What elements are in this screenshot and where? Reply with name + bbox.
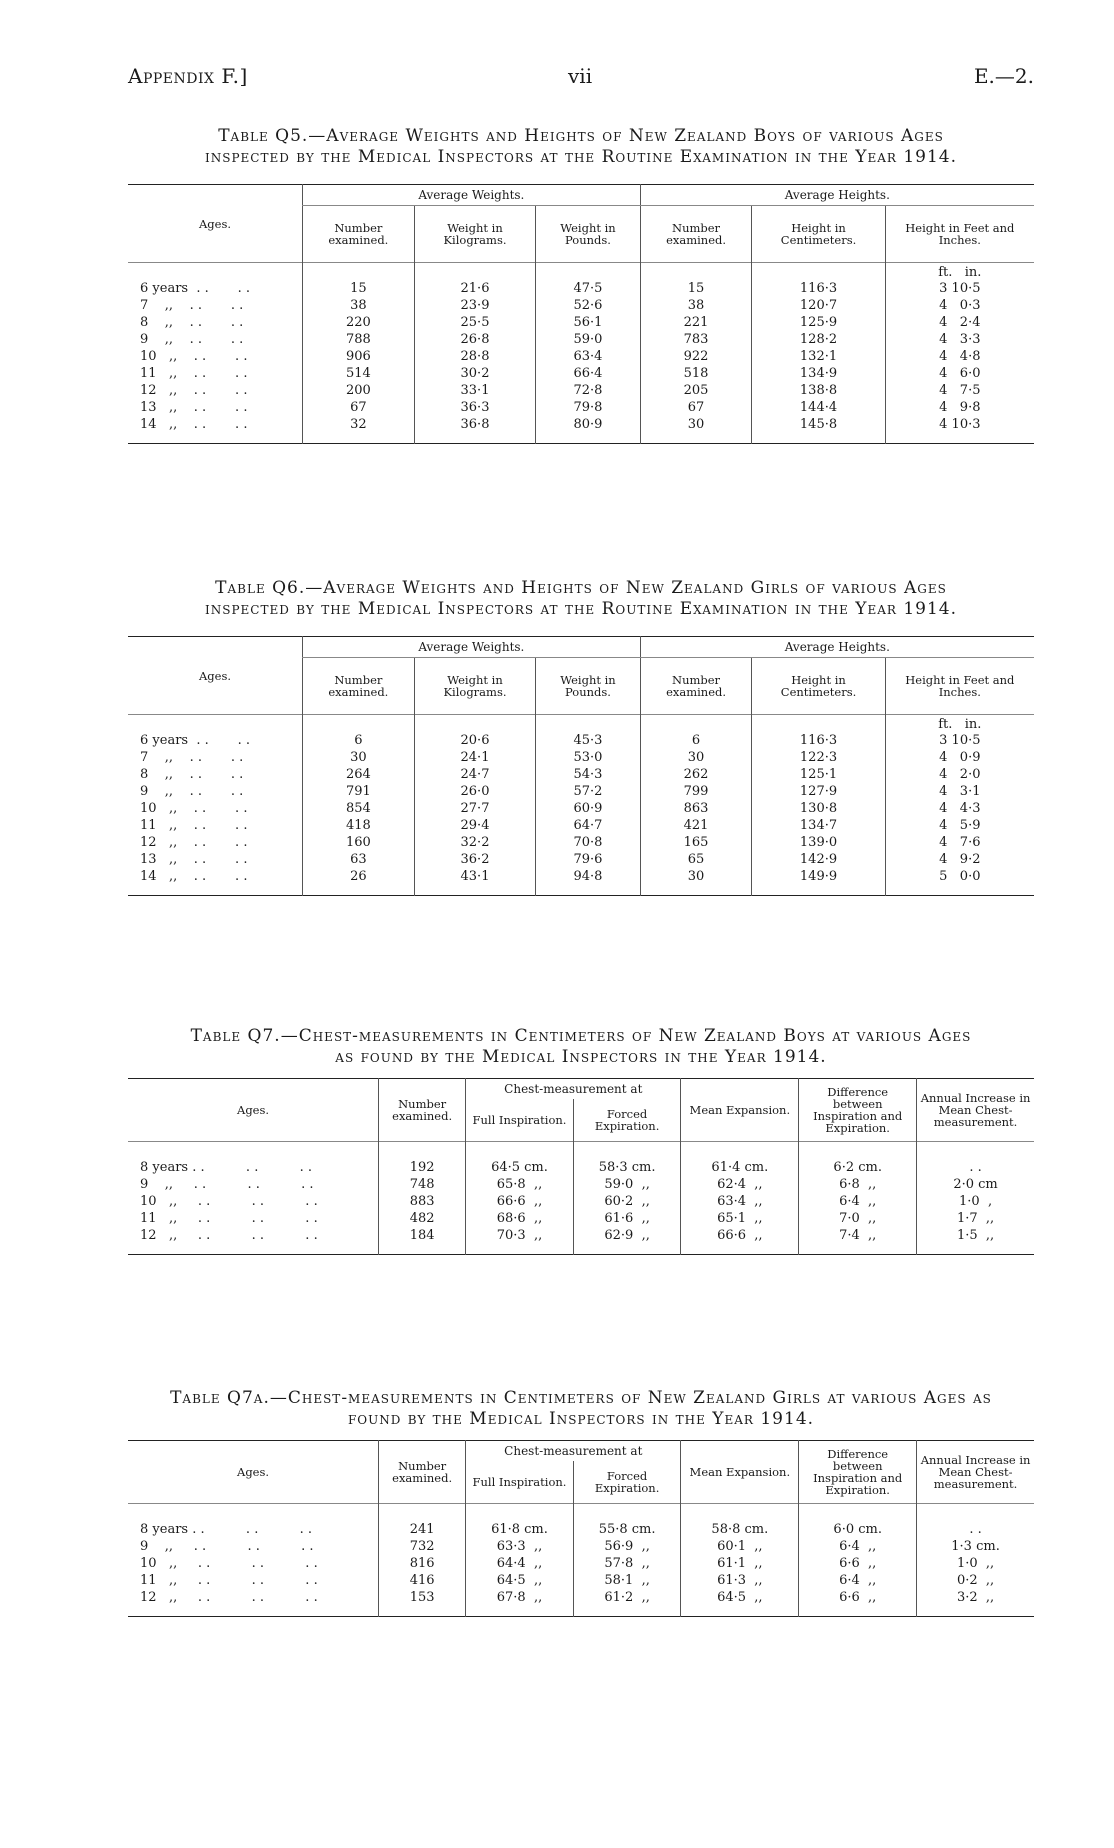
table-row bbox=[128, 297, 1034, 314]
q7a-title bbox=[128, 1388, 1034, 1430]
q5-col-number-h: Number examined. bbox=[640, 206, 752, 263]
row-mean-expansion: 60·1 ,, bbox=[681, 1538, 799, 1555]
q7-table bbox=[128, 1078, 1034, 1255]
row-number-measured: 922 bbox=[640, 348, 752, 365]
table-row bbox=[128, 1589, 1034, 1606]
row-height-ftin: 4 7·5 bbox=[885, 382, 1034, 399]
row-forced-expiration: 56·9 ,, bbox=[573, 1538, 681, 1555]
row-difference: 7·4 ,, bbox=[799, 1227, 917, 1244]
row-height-cm: 127·9 bbox=[752, 783, 885, 800]
row-forced-expiration: 61·2 ,, bbox=[573, 1589, 681, 1606]
table-row bbox=[128, 365, 1034, 382]
q6-group-weights: Average Weights. bbox=[303, 637, 641, 658]
table-row bbox=[128, 1555, 1034, 1572]
row-number-weighed: 854 bbox=[303, 800, 415, 817]
q6-col-cm: Height in Centimeters. bbox=[752, 658, 885, 715]
q5-title-line1: Table Q5.—Average Weights and Heights of New Zealand Boys of various Ages bbox=[218, 126, 944, 146]
q7a-title-line2: found by the Medical Inspectors in the Year 1914. bbox=[347, 1409, 815, 1429]
q5-table bbox=[128, 184, 1034, 444]
q7-title-line2: as found by the Medical Inspectors in the Year 1914. bbox=[335, 1047, 827, 1067]
row-number-measured: 165 bbox=[640, 834, 752, 851]
row-age: 12 ,, . . . . bbox=[140, 383, 248, 398]
table-row bbox=[128, 851, 1034, 868]
q7a-group-chest: Chest-measurement at bbox=[466, 1441, 681, 1462]
row-mean-expansion: 66·6 ,, bbox=[681, 1227, 799, 1244]
table-row bbox=[128, 1176, 1034, 1193]
row-weight-lb: 52·6 bbox=[536, 297, 640, 314]
row-age: 9 ,, . . . . bbox=[140, 784, 244, 799]
row-annual-increase: 2·0 cm bbox=[917, 1176, 1034, 1193]
row-weight-kg: 24·1 bbox=[414, 749, 536, 766]
row-age: 11 ,, . . . . . . bbox=[140, 1211, 318, 1226]
row-age: 12 ,, . . . . . . bbox=[140, 1590, 318, 1605]
row-number-measured: 863 bbox=[640, 800, 752, 817]
table-row bbox=[128, 1538, 1034, 1555]
table-row bbox=[128, 399, 1034, 416]
row-weight-kg: 26·8 bbox=[414, 331, 536, 348]
row-weight-lb: 57·2 bbox=[536, 783, 640, 800]
row-weight-kg: 36·3 bbox=[414, 399, 536, 416]
row-mean-expansion: 61·4 cm. bbox=[681, 1159, 799, 1176]
row-annual-increase: . . bbox=[917, 1521, 1034, 1538]
table-row bbox=[128, 348, 1034, 365]
row-number-examined: 732 bbox=[379, 1538, 466, 1555]
row-number-weighed: 906 bbox=[303, 348, 415, 365]
table-row bbox=[128, 783, 1034, 800]
row-number-weighed: 32 bbox=[303, 416, 415, 433]
document-code: E.—2. bbox=[973, 64, 1034, 88]
q5-col-number-w: Number examined. bbox=[303, 206, 415, 263]
row-number-examined: 748 bbox=[379, 1176, 466, 1193]
row-difference: 6·6 ,, bbox=[799, 1589, 917, 1606]
q7a-col-diff: Difference between Inspiration and Expiration. bbox=[799, 1441, 917, 1504]
q7a-col-annual: Annual Increase in Mean Chest-measurement. bbox=[917, 1441, 1034, 1504]
row-weight-kg: 23·9 bbox=[414, 297, 536, 314]
row-difference: 6·4 ,, bbox=[799, 1193, 917, 1210]
row-mean-expansion: 61·3 ,, bbox=[681, 1572, 799, 1589]
row-number-measured: 6 bbox=[640, 732, 752, 749]
q7a-table bbox=[128, 1440, 1034, 1617]
row-height-ftin: 4 9·8 bbox=[885, 399, 1034, 416]
q5-col-lb: Weight in Pounds. bbox=[536, 206, 640, 263]
row-number-weighed: 220 bbox=[303, 314, 415, 331]
row-age: 8 years . . . . . . bbox=[140, 1160, 313, 1175]
row-weight-lb: 53·0 bbox=[536, 749, 640, 766]
table-row bbox=[128, 1159, 1034, 1176]
row-annual-increase: 1·7 ,, bbox=[917, 1210, 1034, 1227]
row-number-measured: 65 bbox=[640, 851, 752, 868]
row-height-ftin: 4 2·0 bbox=[885, 766, 1034, 783]
row-weight-lb: 45·3 bbox=[536, 732, 640, 749]
appendix-label: Appendix F.] bbox=[128, 64, 248, 88]
row-weight-kg: 32·2 bbox=[414, 834, 536, 851]
q5-col-ages: Ages. bbox=[198, 216, 232, 231]
table-row bbox=[128, 800, 1034, 817]
q7-group-chest: Chest-measurement at bbox=[466, 1079, 681, 1100]
row-weight-kg: 43·1 bbox=[414, 868, 536, 885]
row-number-weighed: 67 bbox=[303, 399, 415, 416]
row-forced-expiration: 58·3 cm. bbox=[573, 1159, 681, 1176]
q6-col-number-h: Number examined. bbox=[640, 658, 752, 715]
row-number-weighed: 30 bbox=[303, 749, 415, 766]
row-number-examined: 153 bbox=[379, 1589, 466, 1606]
row-weight-kg: 24·7 bbox=[414, 766, 536, 783]
row-age: 7 ,, . . . . bbox=[140, 750, 244, 765]
row-full-inspiration: 61·8 cm. bbox=[466, 1521, 574, 1538]
table-row bbox=[128, 868, 1034, 885]
table-row bbox=[128, 1210, 1034, 1227]
q6-title-line1: Table Q6.—Average Weights and Heights of New Zealand Girls of various Ages bbox=[215, 578, 947, 598]
row-height-ftin: 3 10·5 bbox=[885, 280, 1034, 297]
q5-title bbox=[128, 126, 1034, 168]
row-number-measured: 518 bbox=[640, 365, 752, 382]
row-height-ftin: 4 4·3 bbox=[885, 800, 1034, 817]
row-difference: 6·4 ,, bbox=[799, 1538, 917, 1555]
q7-title bbox=[128, 1026, 1034, 1068]
row-height-ftin: 3 10·5 bbox=[885, 732, 1034, 749]
row-age: 14 ,, . . . . bbox=[140, 417, 248, 432]
row-weight-lb: 59·0 bbox=[536, 331, 640, 348]
q5-col-ftin: Height in Feet and Inches. bbox=[885, 206, 1034, 263]
row-annual-increase: 1·0 , bbox=[917, 1193, 1034, 1210]
q6-col-ages: Ages. bbox=[198, 668, 232, 683]
row-forced-expiration: 55·8 cm. bbox=[573, 1521, 681, 1538]
row-full-inspiration: 65·8 ,, bbox=[466, 1176, 574, 1193]
row-height-ftin: 4 3·1 bbox=[885, 783, 1034, 800]
row-number-measured: 38 bbox=[640, 297, 752, 314]
q7a-col-ages: Ages. bbox=[237, 1465, 270, 1479]
row-height-cm: 122·3 bbox=[752, 749, 885, 766]
row-weight-lb: 94·8 bbox=[536, 868, 640, 885]
row-mean-expansion: 64·5 ,, bbox=[681, 1589, 799, 1606]
q5-group-weights: Average Weights. bbox=[303, 185, 641, 206]
row-difference: 6·2 cm. bbox=[799, 1159, 917, 1176]
row-full-inspiration: 64·5 cm. bbox=[466, 1159, 574, 1176]
q6-title-line2: inspected by the Medical Inspectors at the Routine Examination in the Year 1914. bbox=[205, 599, 957, 619]
row-weight-kg: 25·5 bbox=[414, 314, 536, 331]
row-number-measured: 15 bbox=[640, 280, 752, 297]
q7-col-number: Number examined. bbox=[379, 1079, 466, 1142]
row-age: 7 ,, . . . . bbox=[140, 298, 244, 313]
row-weight-kg: 28·8 bbox=[414, 348, 536, 365]
row-weight-kg: 30·2 bbox=[414, 365, 536, 382]
row-full-inspiration: 68·6 ,, bbox=[466, 1210, 574, 1227]
row-number-weighed: 418 bbox=[303, 817, 415, 834]
q7-col-diff: Difference between Inspiration and Expiration. bbox=[799, 1079, 917, 1142]
row-annual-increase: 3·2 ,, bbox=[917, 1589, 1034, 1606]
q7-title-line1: Table Q7.—Chest-measurements in Centimeters of New Zealand Boys at various Ages bbox=[190, 1026, 972, 1046]
q5-title-line2: inspected by the Medical Inspectors at the Routine Examination in the Year 1914. bbox=[205, 147, 957, 167]
row-height-cm: 120·7 bbox=[752, 297, 885, 314]
table-row bbox=[128, 280, 1034, 297]
row-annual-increase: 1·0 ,, bbox=[917, 1555, 1034, 1572]
row-weight-kg: 36·2 bbox=[414, 851, 536, 868]
row-number-examined: 816 bbox=[379, 1555, 466, 1572]
row-forced-expiration: 58·1 ,, bbox=[573, 1572, 681, 1589]
row-annual-increase: 1·5 ,, bbox=[917, 1227, 1034, 1244]
row-forced-expiration: 60·2 ,, bbox=[573, 1193, 681, 1210]
row-weight-lb: 47·5 bbox=[536, 280, 640, 297]
row-number-measured: 799 bbox=[640, 783, 752, 800]
row-number-examined: 482 bbox=[379, 1210, 466, 1227]
row-height-cm: 125·9 bbox=[752, 314, 885, 331]
row-number-measured: 262 bbox=[640, 766, 752, 783]
row-age: 10 ,, . . . . . . bbox=[140, 1556, 318, 1571]
row-forced-expiration: 59·0 ,, bbox=[573, 1176, 681, 1193]
row-weight-kg: 21·6 bbox=[414, 280, 536, 297]
row-difference: 6·0 cm. bbox=[799, 1521, 917, 1538]
row-height-cm: 142·9 bbox=[752, 851, 885, 868]
row-mean-expansion: 62·4 ,, bbox=[681, 1176, 799, 1193]
row-age: 10 ,, . . . . bbox=[140, 349, 248, 364]
q7a-col-number: Number examined. bbox=[379, 1441, 466, 1504]
row-weight-kg: 29·4 bbox=[414, 817, 536, 834]
row-weight-lb: 56·1 bbox=[536, 314, 640, 331]
row-number-measured: 783 bbox=[640, 331, 752, 348]
row-mean-expansion: 63·4 ,, bbox=[681, 1193, 799, 1210]
table-row bbox=[128, 416, 1034, 433]
page-header bbox=[128, 64, 1034, 94]
row-number-weighed: 160 bbox=[303, 834, 415, 851]
row-number-examined: 241 bbox=[379, 1521, 466, 1538]
q7-col-annual: Annual Increase in Mean Chest-measurement. bbox=[917, 1079, 1034, 1142]
row-forced-expiration: 62·9 ,, bbox=[573, 1227, 681, 1244]
row-weight-lb: 63·4 bbox=[536, 348, 640, 365]
row-height-cm: 130·8 bbox=[752, 800, 885, 817]
row-weight-kg: 27·7 bbox=[414, 800, 536, 817]
row-age: 9 ,, . . . . . . bbox=[140, 1177, 314, 1192]
row-age: 12 ,, . . . . . . bbox=[140, 1228, 318, 1243]
row-age: 8 ,, . . . . bbox=[140, 315, 244, 330]
row-number-weighed: 514 bbox=[303, 365, 415, 382]
q7a-col-full: Full Inspiration. bbox=[466, 1461, 574, 1504]
row-number-measured: 205 bbox=[640, 382, 752, 399]
row-weight-lb: 72·8 bbox=[536, 382, 640, 399]
row-number-examined: 192 bbox=[379, 1159, 466, 1176]
row-age: 12 ,, . . . . bbox=[140, 835, 248, 850]
q7-col-mean: Mean Expansion. bbox=[681, 1079, 799, 1142]
table-row bbox=[128, 732, 1034, 749]
row-age: 9 ,, . . . . bbox=[140, 332, 244, 347]
table-row bbox=[128, 834, 1034, 851]
row-full-inspiration: 64·4 ,, bbox=[466, 1555, 574, 1572]
q6-unit-ftin: ft. in. bbox=[885, 715, 1034, 733]
row-height-ftin: 4 9·2 bbox=[885, 851, 1034, 868]
row-weight-kg: 33·1 bbox=[414, 382, 536, 399]
table-row bbox=[128, 1193, 1034, 1210]
row-difference: 6·8 ,, bbox=[799, 1176, 917, 1193]
q7-col-ages: Ages. bbox=[237, 1103, 270, 1117]
row-weight-lb: 60·9 bbox=[536, 800, 640, 817]
row-age: 13 ,, . . . . bbox=[140, 400, 248, 415]
table-row bbox=[128, 382, 1034, 399]
row-age: 13 ,, . . . . bbox=[140, 852, 248, 867]
row-height-cm: 132·1 bbox=[752, 348, 885, 365]
row-age: 8 ,, . . . . bbox=[140, 767, 244, 782]
row-height-cm: 116·3 bbox=[752, 732, 885, 749]
row-difference: 6·4 ,, bbox=[799, 1572, 917, 1589]
row-number-measured: 30 bbox=[640, 749, 752, 766]
table-row bbox=[128, 1572, 1034, 1589]
q6-col-ftin: Height in Feet and Inches. bbox=[885, 658, 1034, 715]
table-row bbox=[128, 766, 1034, 783]
row-weight-lb: 64·7 bbox=[536, 817, 640, 834]
row-height-cm: 125·1 bbox=[752, 766, 885, 783]
row-mean-expansion: 65·1 ,, bbox=[681, 1210, 799, 1227]
row-number-examined: 416 bbox=[379, 1572, 466, 1589]
row-number-measured: 30 bbox=[640, 868, 752, 885]
q7a-title-line1: Table Q7a.—Chest-measurements in Centimeters of New Zealand Girls at various Ages as bbox=[170, 1388, 992, 1408]
row-height-cm: 134·7 bbox=[752, 817, 885, 834]
row-height-cm: 116·3 bbox=[752, 280, 885, 297]
row-weight-lb: 79·8 bbox=[536, 399, 640, 416]
row-annual-increase: 1·3 cm. bbox=[917, 1538, 1034, 1555]
row-weight-lb: 70·8 bbox=[536, 834, 640, 851]
q6-col-kg: Weight in Kilograms. bbox=[414, 658, 536, 715]
row-number-measured: 421 bbox=[640, 817, 752, 834]
row-annual-increase: . . bbox=[917, 1159, 1034, 1176]
row-mean-expansion: 58·8 cm. bbox=[681, 1521, 799, 1538]
row-weight-kg: 26·0 bbox=[414, 783, 536, 800]
q5-col-cm: Height in Centimeters. bbox=[752, 206, 885, 263]
q6-col-number-w: Number examined. bbox=[303, 658, 415, 715]
row-full-inspiration: 64·5 ,, bbox=[466, 1572, 574, 1589]
row-number-measured: 221 bbox=[640, 314, 752, 331]
row-annual-increase: 0·2 ,, bbox=[917, 1572, 1034, 1589]
row-full-inspiration: 66·6 ,, bbox=[466, 1193, 574, 1210]
q7a-col-forced: Forced Expiration. bbox=[573, 1461, 681, 1504]
row-height-ftin: 4 3·3 bbox=[885, 331, 1034, 348]
q6-table bbox=[128, 636, 1034, 896]
row-weight-lb: 80·9 bbox=[536, 416, 640, 433]
row-height-ftin: 4 2·4 bbox=[885, 314, 1034, 331]
row-age: 11 ,, . . . . bbox=[140, 366, 248, 381]
table-row bbox=[128, 1521, 1034, 1538]
row-age: 6 years . . . . bbox=[140, 281, 251, 296]
row-height-ftin: 5 0·0 bbox=[885, 868, 1034, 885]
row-height-cm: 139·0 bbox=[752, 834, 885, 851]
row-weight-lb: 79·6 bbox=[536, 851, 640, 868]
q7-col-full: Full Inspiration. bbox=[466, 1099, 574, 1142]
row-weight-kg: 36·8 bbox=[414, 416, 536, 433]
row-height-ftin: 4 10·3 bbox=[885, 416, 1034, 433]
row-age: 8 years . . . . . . bbox=[140, 1522, 313, 1537]
page-number: vii bbox=[568, 64, 593, 88]
row-number-weighed: 200 bbox=[303, 382, 415, 399]
row-full-inspiration: 70·3 ,, bbox=[466, 1227, 574, 1244]
row-age: 9 ,, . . . . . . bbox=[140, 1539, 314, 1554]
row-age: 10 ,, . . . . . . bbox=[140, 1194, 318, 1209]
row-age: 6 years . . . . bbox=[140, 733, 251, 748]
row-number-weighed: 6 bbox=[303, 732, 415, 749]
row-forced-expiration: 57·8 ,, bbox=[573, 1555, 681, 1572]
q7-col-forced: Forced Expiration. bbox=[573, 1099, 681, 1142]
q6-group-heights: Average Heights. bbox=[640, 637, 1034, 658]
row-difference: 6·6 ,, bbox=[799, 1555, 917, 1572]
row-number-weighed: 788 bbox=[303, 331, 415, 348]
row-age: 11 ,, . . . . . . bbox=[140, 1573, 318, 1588]
row-age: 11 ,, . . . . bbox=[140, 818, 248, 833]
row-forced-expiration: 61·6 ,, bbox=[573, 1210, 681, 1227]
q7a-col-mean: Mean Expansion. bbox=[681, 1441, 799, 1504]
row-height-cm: 128·2 bbox=[752, 331, 885, 348]
row-number-measured: 67 bbox=[640, 399, 752, 416]
row-number-weighed: 26 bbox=[303, 868, 415, 885]
table-row bbox=[128, 817, 1034, 834]
row-mean-expansion: 61·1 ,, bbox=[681, 1555, 799, 1572]
q5-col-kg: Weight in Kilograms. bbox=[414, 206, 536, 263]
row-number-weighed: 63 bbox=[303, 851, 415, 868]
table-row bbox=[128, 314, 1034, 331]
q6-title bbox=[128, 578, 1034, 620]
table-row bbox=[128, 1227, 1034, 1244]
table-row bbox=[128, 749, 1034, 766]
row-number-weighed: 264 bbox=[303, 766, 415, 783]
table-row bbox=[128, 331, 1034, 348]
row-height-cm: 138·8 bbox=[752, 382, 885, 399]
row-height-cm: 145·8 bbox=[752, 416, 885, 433]
row-number-weighed: 15 bbox=[303, 280, 415, 297]
row-number-examined: 184 bbox=[379, 1227, 466, 1244]
q5-group-heights: Average Heights. bbox=[640, 185, 1034, 206]
row-full-inspiration: 67·8 ,, bbox=[466, 1589, 574, 1606]
q6-col-lb: Weight in Pounds. bbox=[536, 658, 640, 715]
row-number-examined: 883 bbox=[379, 1193, 466, 1210]
row-height-ftin: 4 5·9 bbox=[885, 817, 1034, 834]
row-weight-lb: 54·3 bbox=[536, 766, 640, 783]
row-number-measured: 30 bbox=[640, 416, 752, 433]
row-height-cm: 149·9 bbox=[752, 868, 885, 885]
row-height-cm: 134·9 bbox=[752, 365, 885, 382]
row-weight-lb: 66·4 bbox=[536, 365, 640, 382]
row-age: 10 ,, . . . . bbox=[140, 801, 248, 816]
row-weight-kg: 20·6 bbox=[414, 732, 536, 749]
row-height-cm: 144·4 bbox=[752, 399, 885, 416]
row-difference: 7·0 ,, bbox=[799, 1210, 917, 1227]
row-height-ftin: 4 4·8 bbox=[885, 348, 1034, 365]
row-height-ftin: 4 6·0 bbox=[885, 365, 1034, 382]
row-age: 14 ,, . . . . bbox=[140, 869, 248, 884]
q5-unit-ftin: ft. in. bbox=[885, 263, 1034, 281]
row-height-ftin: 4 7·6 bbox=[885, 834, 1034, 851]
row-number-weighed: 38 bbox=[303, 297, 415, 314]
row-height-ftin: 4 0·9 bbox=[885, 749, 1034, 766]
row-height-ftin: 4 0·3 bbox=[885, 297, 1034, 314]
row-full-inspiration: 63·3 ,, bbox=[466, 1538, 574, 1555]
row-number-weighed: 791 bbox=[303, 783, 415, 800]
